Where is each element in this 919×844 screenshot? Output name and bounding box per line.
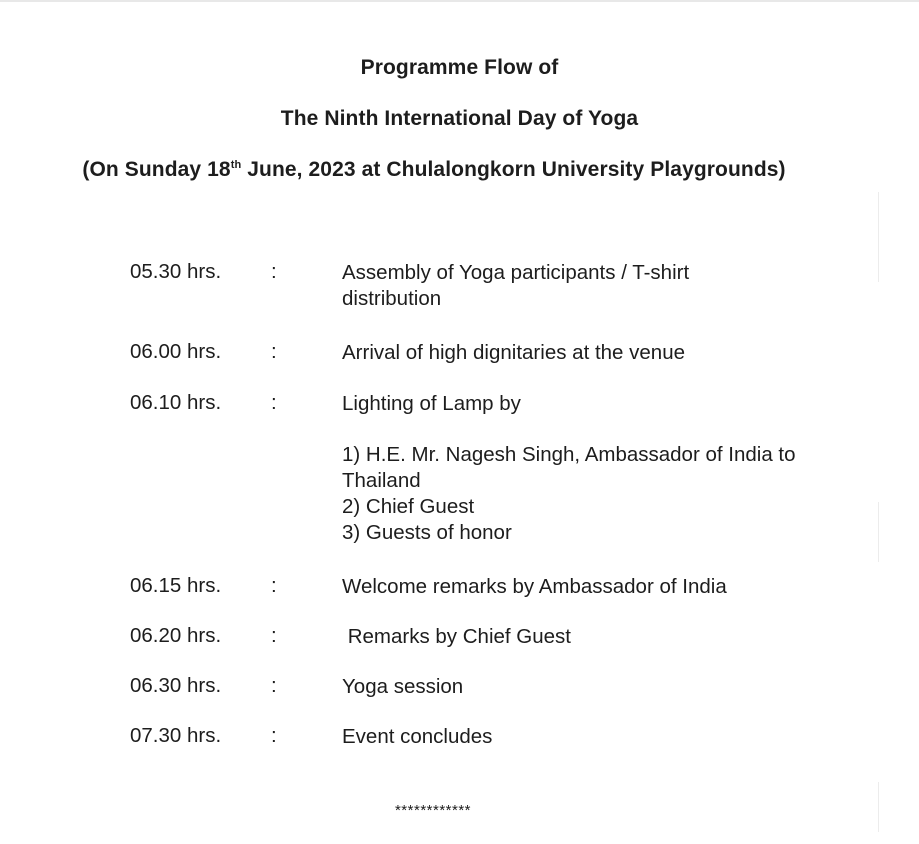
list-item: 2) Chief Guest <box>342 495 475 518</box>
description-line: Arrival of high dignitaries at the venue <box>342 341 686 364</box>
schedule-separator: : <box>271 260 277 283</box>
event-name: The Ninth International Day of Yoga <box>280 107 639 130</box>
schedule-time: 06.30 hrs. <box>130 674 222 697</box>
description-line: distribution <box>342 287 442 310</box>
schedule-description <box>342 391 882 417</box>
list-item: Thailand <box>342 469 421 492</box>
schedule-time: 06.20 hrs. <box>130 624 222 647</box>
description-line: Remarks by Chief Guest <box>342 625 571 648</box>
schedule-time: 06.15 hrs. <box>130 574 222 597</box>
description-line: Welcome remarks by Ambassador of India <box>342 575 727 598</box>
description-line: Event concludes <box>342 725 493 748</box>
schedule-description <box>342 260 882 312</box>
lamp-lighters-list <box>342 442 882 546</box>
scan-artifact <box>878 782 879 832</box>
scan-artifact <box>878 502 879 562</box>
scan-artifact <box>878 192 879 282</box>
schedule-time: 06.10 hrs. <box>130 391 222 414</box>
schedule-description <box>342 574 882 600</box>
schedule-separator: : <box>271 724 277 747</box>
schedule-description <box>342 724 882 750</box>
schedule-separator: : <box>271 391 277 414</box>
event-date-venue <box>0 158 868 182</box>
end-marker: ************ <box>394 802 472 819</box>
schedule-separator: : <box>271 340 277 363</box>
description-line: Assembly of Yoga participants / T-shirt <box>342 261 690 284</box>
schedule-time: 06.00 hrs. <box>130 340 222 363</box>
date-prefix: (On Sunday 18 <box>82 158 231 181</box>
schedule-separator: : <box>271 674 277 697</box>
list-item: 3) Guests of honor <box>342 521 512 544</box>
schedule-description <box>342 624 882 650</box>
schedule-time: 05.30 hrs. <box>130 260 222 283</box>
list-item: 1) H.E. Mr. Nagesh Singh, Ambassador of India to <box>342 443 796 466</box>
date-suffix: June, 2023 at Chulalongkorn University Playgrounds) <box>241 158 786 181</box>
description-line: Yoga session <box>342 675 464 698</box>
schedule-separator: : <box>271 624 277 647</box>
schedule-description <box>342 674 882 700</box>
schedule-time: 07.30 hrs. <box>130 724 222 747</box>
document-title: Programme Flow of <box>360 56 559 79</box>
schedule-separator: : <box>271 574 277 597</box>
date-ordinal-suffix: th <box>230 159 242 171</box>
schedule-description <box>342 340 882 366</box>
description-line: Lighting of Lamp by <box>342 392 521 415</box>
